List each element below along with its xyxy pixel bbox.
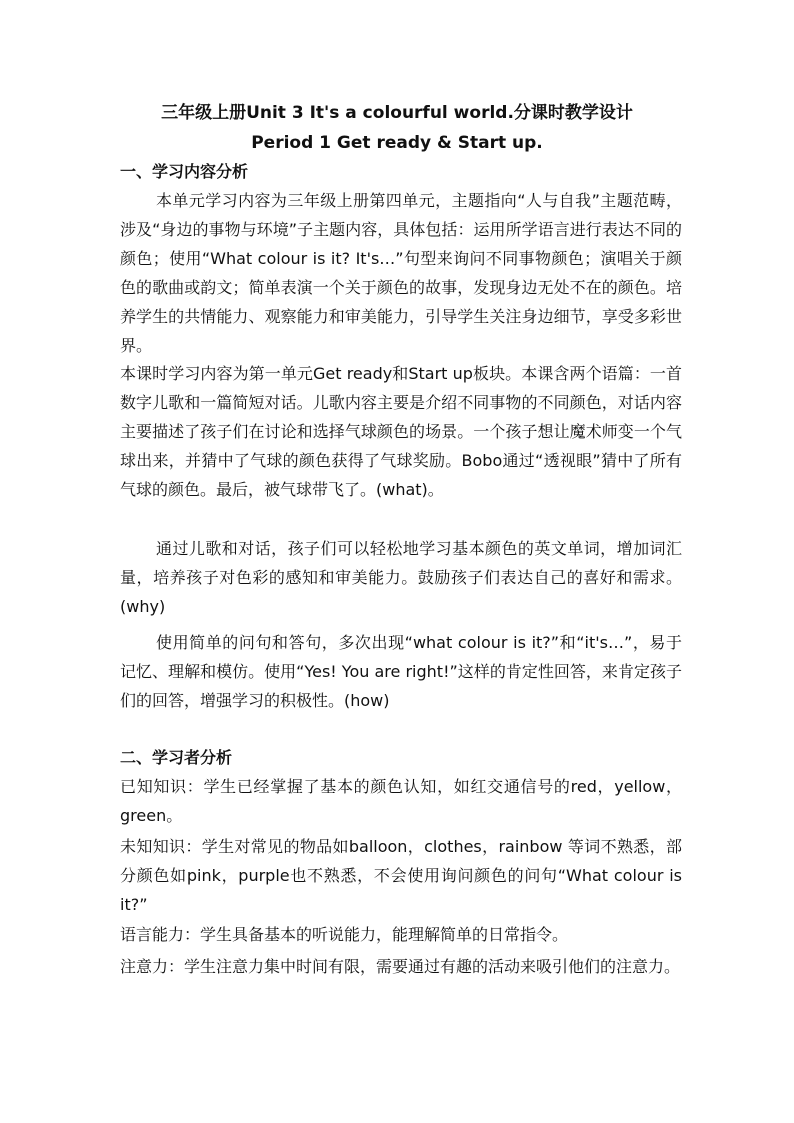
paragraph-lesson-content: 本课时学习内容为第一单元Get ready和Start up板块。本课含两个语篇：一首数字儿歌和一篇简短对话。儿歌内容主要是介绍不同事物的不同颜色，对话内容主要描述了孩子们在讨论和选择气球颜色的场景。一个孩子想让魔术师变一个气球出来，并猜中了气球的颜色获得了气球奖励。Bobo通过“透视眼”猜中了所有气球的颜色。最后，被气球带飞了。(what)。 <box>120 364 682 499</box>
paragraph-unknown-knowledge: 未知知识：学生对常见的物品如balloon，clothes，rainbow 等词不熟悉，部分颜色如pink，purple也不熟悉，不会使用询问颜色的问句“What colour is it?” <box>120 837 682 914</box>
section-heading-content-analysis: 一、学习内容分析 <box>120 162 249 181</box>
paragraph-how: 使用简单的问句和答句，多次出现“what colour is it?”和“it's…”，易于记忆、理解和模仿。使用“Yes! You are right!”这样的肯定性回答，来肯定孩子们的回答，增强学习的积极性。(how) <box>120 633 682 710</box>
section-heading-learner-analysis: 二、学习者分析 <box>120 748 233 767</box>
paragraph-why: 通过儿歌和对话，孩子们可以轻松地学习基本颜色的英文单词，增加词汇量，培养孩子对色彩的感知和审美能力。鼓励孩子们表达自己的喜好和需求。(why) <box>120 539 682 616</box>
paragraph-unit-overview: 本单元学习内容为三年级上册第四单元，主题指向“人与自我”主题范畴，涉及“身边的事物与环境”子主题内容，具体包括：运用所学语言进行表达不同的颜色；使用“What colour is it? It's…”句型来询问不同事物颜色；演唱关于颜色的歌曲或韵文；简单表演一个关于颜色的故事，发现身边无处不在的颜色。培养学生的共情能力、观察能力和审美能力，引导学生关注身边细节，享受多彩世界。 <box>120 191 682 355</box>
paragraph-language-ability: 语言能力：学生具备基本的听说能力，能理解简单的日常指令。 <box>120 925 569 944</box>
paragraph-known-knowledge: 已知知识：学生已经掌握了基本的颜色认知，如红交通信号的red，yellow，green。 <box>120 777 682 825</box>
document-subtitle: Period 1 Get ready & Start up. <box>251 133 543 153</box>
paragraph-attention: 注意力：学生注意力集中时间有限，需要通过有趣的活动来吸引他们的注意力。 <box>120 957 681 976</box>
document-title: 三年级上册Unit 3 It's a colourful world.分课时教学设计 <box>161 103 633 123</box>
